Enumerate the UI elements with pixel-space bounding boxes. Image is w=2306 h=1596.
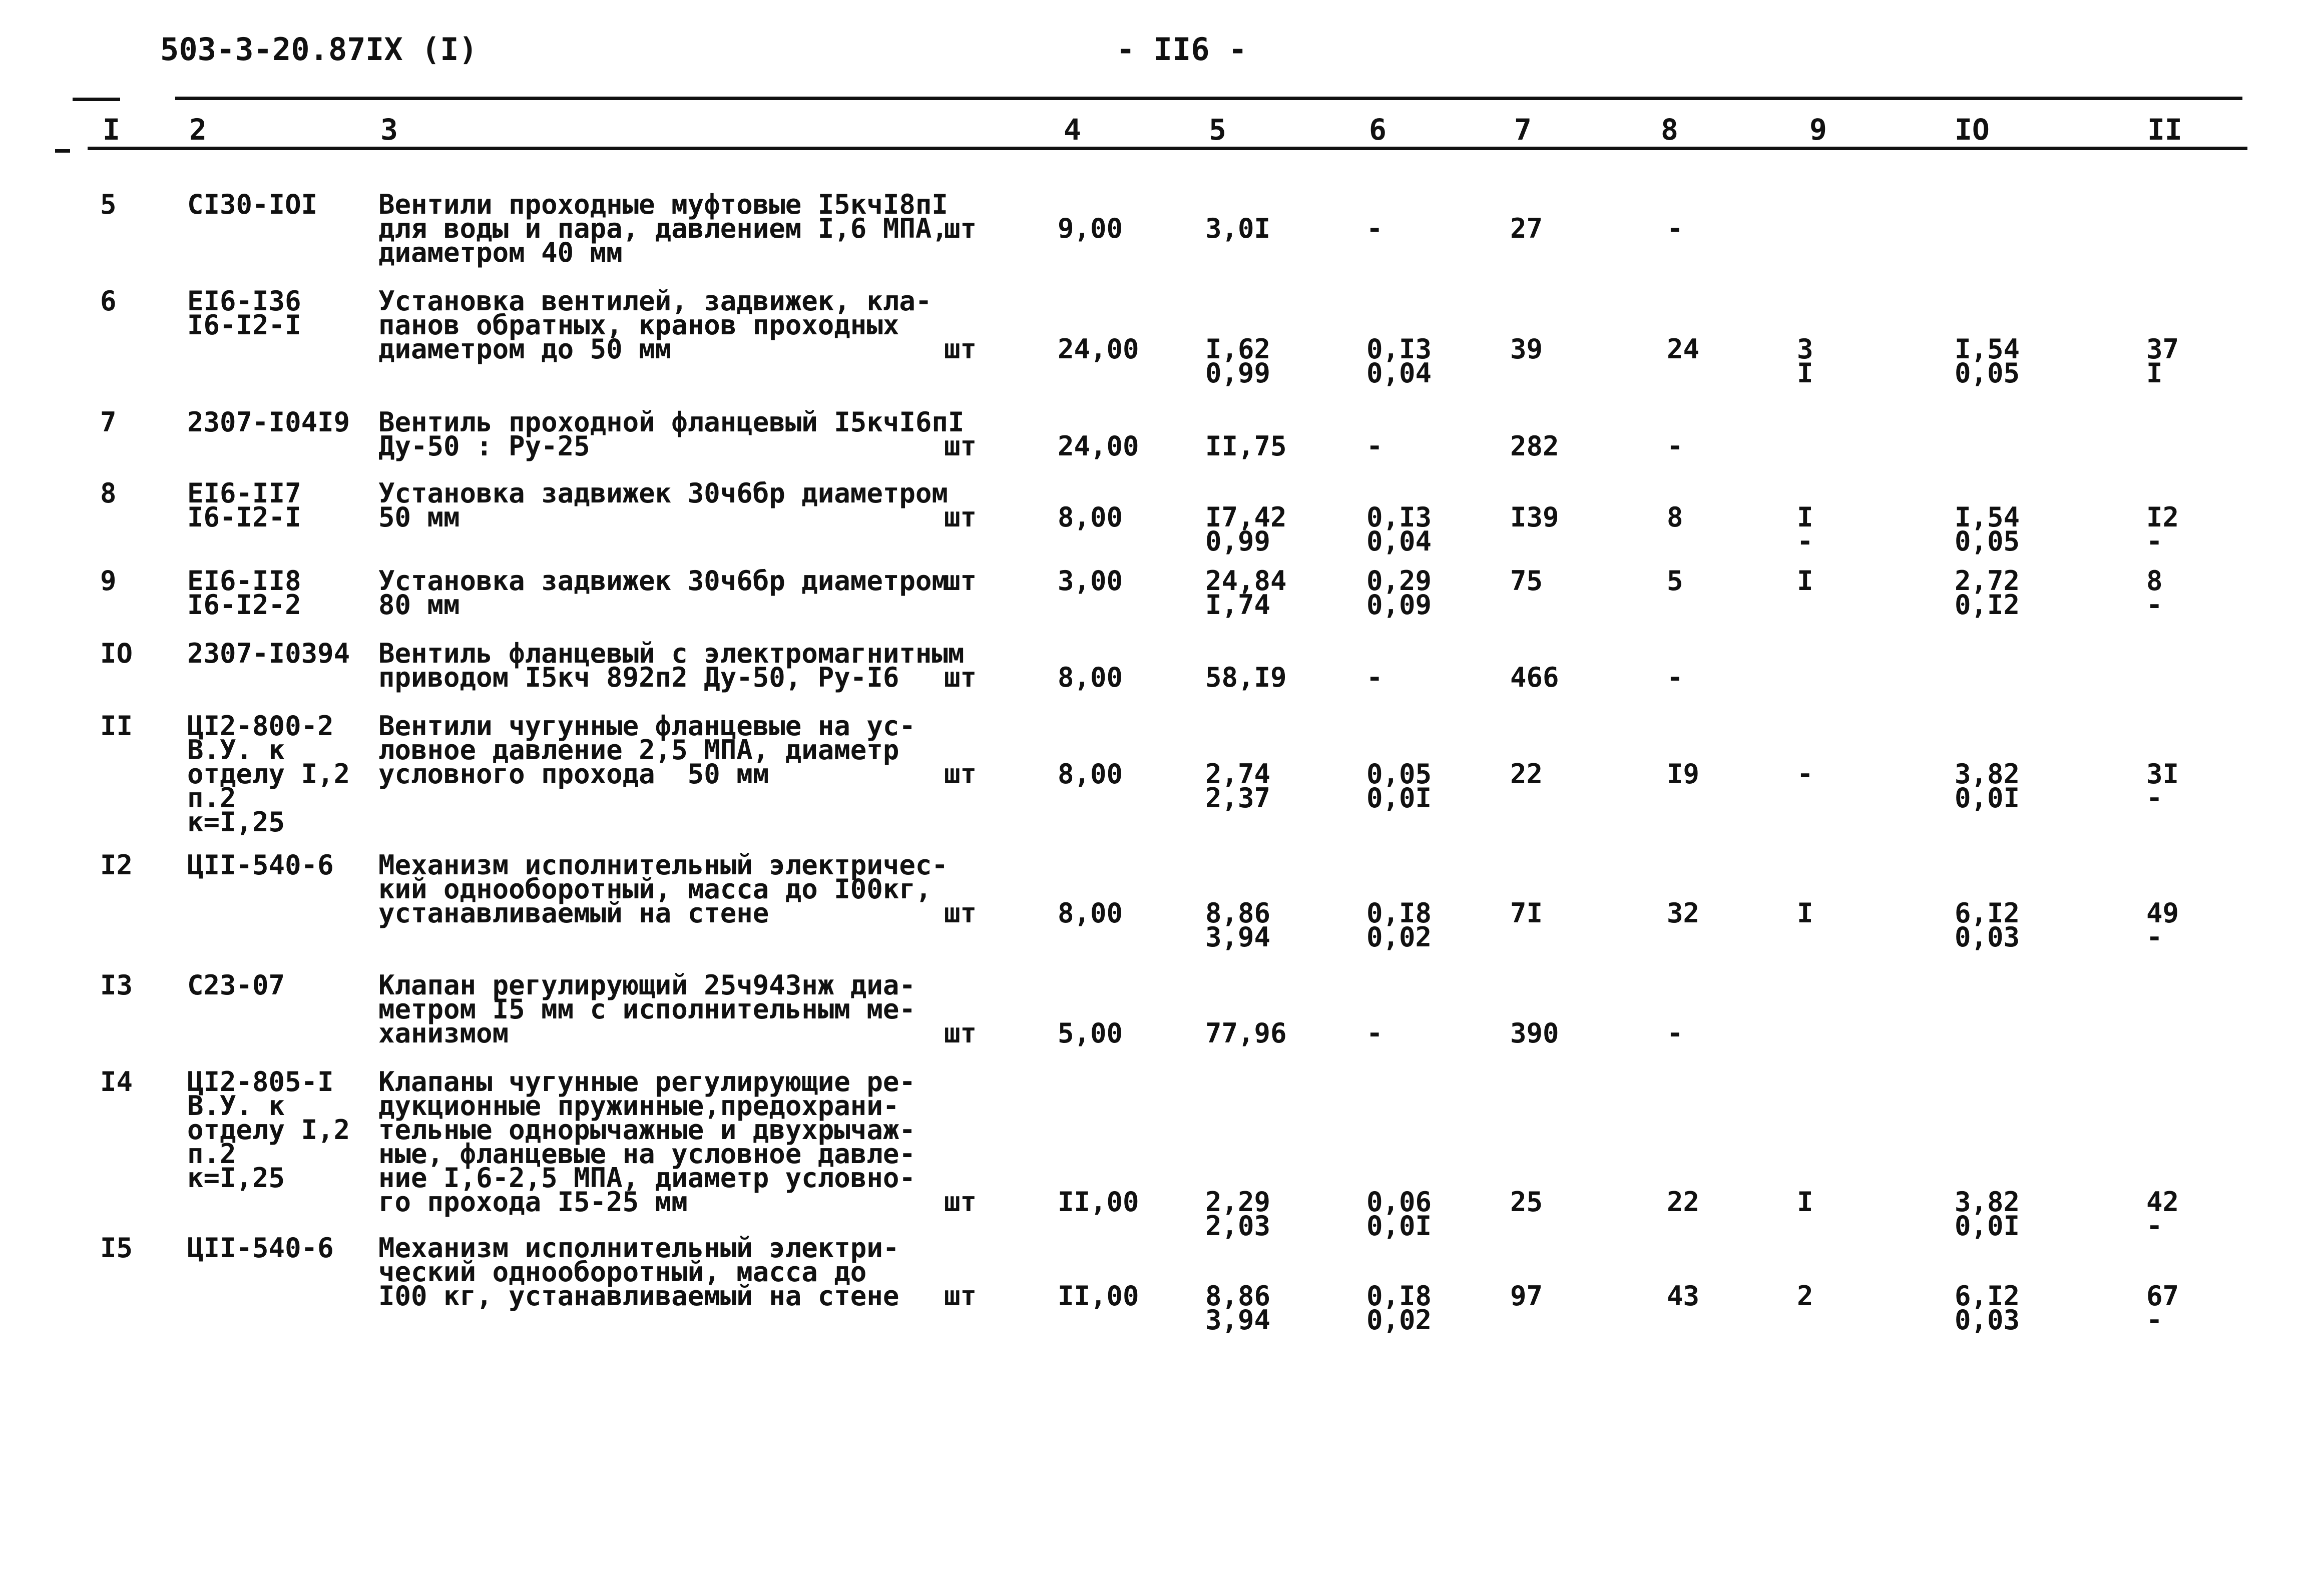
labor-total-line: - bbox=[2146, 1210, 2163, 1242]
labor-total bbox=[2146, 758, 2179, 814]
unit-cost bbox=[1205, 430, 1287, 462]
rate-code bbox=[187, 406, 350, 438]
labor-total-line: 8 bbox=[2146, 565, 2163, 597]
unit-wage-line: 0,04 bbox=[1366, 525, 1432, 557]
work-description-line: Механизм исполнительный электричес- bbox=[378, 849, 948, 881]
unit-wage bbox=[1366, 758, 1432, 814]
unit-of-measure: шт bbox=[944, 501, 977, 533]
work-description bbox=[378, 406, 965, 462]
rate-code bbox=[187, 710, 350, 838]
unit-cost bbox=[1205, 501, 1287, 557]
work-description bbox=[378, 638, 965, 693]
column-number: 8 bbox=[1661, 113, 1678, 147]
unit-cost-line: I7,42 bbox=[1205, 501, 1287, 533]
unit-cost bbox=[1205, 565, 1287, 621]
unit-cost-line: 3,94 bbox=[1205, 1304, 1271, 1336]
work-description bbox=[378, 565, 948, 621]
labor-total-line: - bbox=[2146, 782, 2163, 814]
unit-wage-line: 0,06 bbox=[1366, 1186, 1432, 1218]
labor-total bbox=[2146, 501, 2179, 557]
labor-per-unit-line: 0,03 bbox=[1955, 921, 2020, 953]
machine-cost bbox=[1797, 1186, 1813, 1218]
work-description-line: ловное давление 2,5 МПА, диаметр bbox=[378, 734, 899, 766]
work-description-line: метром I5 мм с исполнительным ме- bbox=[378, 993, 915, 1025]
labor-total bbox=[2146, 897, 2179, 953]
row-number: 5 bbox=[100, 189, 117, 220]
machine-cost-line: I bbox=[1797, 357, 1813, 389]
labor-per-unit bbox=[1955, 501, 2020, 557]
rate-code bbox=[187, 1066, 350, 1194]
work-description-line: тельные однорычажные и двухрычаж- bbox=[378, 1114, 915, 1146]
rate-code-line: В.У. к bbox=[187, 734, 285, 766]
rate-code-line: 2307-I04I9 bbox=[187, 406, 350, 438]
work-description-line: I00 кг, устанавливаемый на стене bbox=[378, 1280, 899, 1312]
row-number: I2 bbox=[100, 849, 133, 881]
unit-wage bbox=[1366, 501, 1432, 557]
page-number: - II6 - bbox=[1116, 31, 1247, 68]
labor-per-unit-line: I,54 bbox=[1955, 501, 2020, 533]
work-description-line: ческий однооборотный, масса до bbox=[378, 1256, 867, 1288]
labor-per-unit bbox=[1955, 897, 2020, 953]
work-description-line: кий однооборотный, масса до I00кг, bbox=[378, 873, 932, 905]
unit-cost-line: 58,I9 bbox=[1205, 662, 1287, 693]
unit-wage-line: 0,04 bbox=[1366, 357, 1432, 389]
unit-wage bbox=[1366, 333, 1432, 389]
row-number: 9 bbox=[100, 565, 117, 597]
work-description-line: диаметром до 50 мм bbox=[378, 333, 672, 365]
rate-code-line: C23-07 bbox=[187, 969, 285, 1001]
unit-cost-line: I,74 bbox=[1205, 589, 1271, 621]
unit-of-measure: шт bbox=[944, 213, 977, 244]
labor-per-unit-line: 0,05 bbox=[1955, 357, 2020, 389]
total-wage: 43 bbox=[1667, 1280, 1700, 1312]
labor-total-line: 37 bbox=[2146, 333, 2179, 365]
rate-code-line: I6-I2-2 bbox=[187, 589, 301, 621]
work-description-line: Ду-50 : Ру-25 bbox=[378, 430, 590, 462]
machine-cost-line: 2 bbox=[1797, 1280, 1813, 1312]
row-number: IO bbox=[100, 638, 133, 669]
unit-wage-line: 0,05 bbox=[1366, 758, 1432, 790]
rate-code-line: ЦI2-800-2 bbox=[187, 710, 334, 742]
unit-cost-line: I,62 bbox=[1205, 333, 1271, 365]
unit-of-measure: шт bbox=[944, 1280, 977, 1312]
quantity: 9,00 bbox=[1058, 213, 1123, 244]
total-cost: 466 bbox=[1510, 662, 1559, 693]
labor-per-unit-line: 0,0I bbox=[1955, 1210, 2020, 1242]
quantity: II,00 bbox=[1058, 1280, 1139, 1312]
unit-wage-line: 0,I3 bbox=[1366, 333, 1432, 365]
work-description bbox=[378, 969, 915, 1049]
row-number: 8 bbox=[100, 477, 117, 509]
total-cost: 25 bbox=[1510, 1186, 1543, 1218]
unit-of-measure: шт bbox=[944, 1186, 977, 1218]
quantity: II,00 bbox=[1058, 1186, 1139, 1218]
unit-wage-line: - bbox=[1366, 662, 1383, 693]
unit-cost bbox=[1205, 333, 1271, 389]
unit-wage-line: 0,02 bbox=[1366, 1304, 1432, 1336]
total-cost: 282 bbox=[1510, 430, 1559, 462]
rate-code-line: CI30-IOI bbox=[187, 189, 318, 220]
work-description-line: приводом I5кч 892п2 Ду-50, Ру-I6 bbox=[378, 662, 899, 693]
labor-total-line: - bbox=[2146, 525, 2163, 557]
unit-cost-line: 2,03 bbox=[1205, 1210, 1271, 1242]
unit-cost-line: 2,74 bbox=[1205, 758, 1271, 790]
unit-cost-line: 2,29 bbox=[1205, 1186, 1271, 1218]
unit-cost-line: 24,84 bbox=[1205, 565, 1287, 597]
labor-total-line: - bbox=[2146, 589, 2163, 621]
total-cost: 390 bbox=[1510, 1017, 1559, 1049]
unit-cost bbox=[1205, 1017, 1287, 1049]
labor-total-line: 3I bbox=[2146, 758, 2179, 790]
rate-code-line: к=I,25 bbox=[187, 806, 285, 838]
unit-cost-line: II,75 bbox=[1205, 430, 1287, 462]
labor-per-unit-line: I,54 bbox=[1955, 333, 2020, 365]
work-description-line: для воды и пара, давлением I,6 МПА, bbox=[378, 213, 948, 244]
unit-of-measure: шт bbox=[944, 758, 977, 790]
machine-cost bbox=[1797, 897, 1813, 929]
work-description-line: Механизм исполнительный электри- bbox=[378, 1232, 899, 1264]
machine-cost-line: - bbox=[1797, 758, 1813, 790]
unit-wage-line: 0,I8 bbox=[1366, 1280, 1432, 1312]
row-number: 6 bbox=[100, 285, 117, 317]
labor-per-unit bbox=[1955, 565, 2020, 621]
column-number: II bbox=[2147, 113, 2182, 147]
unit-wage bbox=[1366, 1017, 1383, 1049]
work-description bbox=[378, 1232, 899, 1312]
column-number: 4 bbox=[1064, 113, 1081, 147]
labor-per-unit-line: 6,I2 bbox=[1955, 897, 2020, 929]
work-description-line: Установка вентилей, задвижек, кла- bbox=[378, 285, 932, 317]
total-wage: I9 bbox=[1667, 758, 1700, 790]
rate-code-line: отделу I,2 bbox=[187, 758, 350, 790]
unit-wage bbox=[1366, 1280, 1432, 1336]
work-description bbox=[378, 849, 948, 929]
unit-cost-line: 0,99 bbox=[1205, 525, 1271, 557]
unit-wage bbox=[1366, 897, 1432, 953]
labor-per-unit bbox=[1955, 1280, 2020, 1336]
total-cost: I39 bbox=[1510, 501, 1559, 533]
labor-per-unit-line: 3,82 bbox=[1955, 1186, 2020, 1218]
machine-cost bbox=[1797, 1280, 1813, 1312]
total-wage: 32 bbox=[1667, 897, 1700, 929]
rate-code-line: I6-I2-I bbox=[187, 501, 301, 533]
labor-total bbox=[2146, 1280, 2179, 1336]
labor-per-unit bbox=[1955, 1186, 2020, 1242]
unit-cost-line: 3,94 bbox=[1205, 921, 1271, 953]
unit-cost bbox=[1205, 897, 1271, 953]
labor-total-line: I bbox=[2146, 357, 2163, 389]
unit-of-measure: шт bbox=[944, 662, 977, 693]
rate-code-line: ЦII-540-6 bbox=[187, 1232, 334, 1264]
rate-code-line: п.2 bbox=[187, 1138, 236, 1170]
unit-of-measure: шт bbox=[944, 897, 977, 929]
column-number: I bbox=[103, 113, 120, 147]
unit-of-measure: шт bbox=[944, 565, 977, 597]
work-description-line: диаметром 40 мм bbox=[378, 237, 623, 268]
machine-cost bbox=[1797, 758, 1813, 790]
column-number: 9 bbox=[1809, 113, 1827, 147]
total-wage: - bbox=[1667, 213, 1683, 244]
unit-wage bbox=[1366, 1186, 1432, 1242]
document-code: 503-3-20.87 bbox=[160, 31, 366, 68]
unit-cost bbox=[1205, 213, 1271, 244]
work-description bbox=[378, 477, 948, 533]
work-description-line: Вентили проходные муфтовые I5кчI8пI bbox=[378, 189, 948, 220]
total-cost: 39 bbox=[1510, 333, 1543, 365]
unit-wage-line: - bbox=[1366, 1017, 1383, 1049]
unit-wage-line: 0,0I bbox=[1366, 782, 1432, 814]
total-wage: - bbox=[1667, 662, 1683, 693]
total-wage: 8 bbox=[1667, 501, 1683, 533]
work-description bbox=[378, 710, 915, 790]
machine-cost bbox=[1797, 333, 1813, 389]
rate-code-line: отделу I,2 bbox=[187, 1114, 350, 1146]
column-number: 5 bbox=[1209, 113, 1226, 147]
work-description-line: 50 мм bbox=[378, 501, 460, 533]
unit-cost-line: 8,86 bbox=[1205, 897, 1271, 929]
unit-cost-line: 2,37 bbox=[1205, 782, 1271, 814]
rate-code bbox=[187, 565, 301, 621]
rate-code-line: ЦI2-805-I bbox=[187, 1066, 334, 1098]
labor-total-line: 67 bbox=[2146, 1280, 2179, 1312]
total-cost: 97 bbox=[1510, 1280, 1543, 1312]
unit-cost bbox=[1205, 758, 1271, 814]
labor-total-line: - bbox=[2146, 1304, 2163, 1336]
work-description-line: 80 мм bbox=[378, 589, 460, 621]
work-description-line: условного прохода 50 мм bbox=[378, 758, 769, 790]
total-wage: 5 bbox=[1667, 565, 1683, 597]
labor-per-unit bbox=[1955, 333, 2020, 389]
work-description-line: ние I,6-2,5 МПА, диаметр условно- bbox=[378, 1162, 915, 1194]
work-description-line: Вентиль проходной фланцевый I5кчI6пI bbox=[378, 406, 965, 438]
unit-wage-line: 0,0I bbox=[1366, 1210, 1432, 1242]
unit-of-measure: шт bbox=[944, 430, 977, 462]
column-number: 7 bbox=[1514, 113, 1532, 147]
machine-cost-line: I bbox=[1797, 565, 1813, 597]
rate-code bbox=[187, 477, 301, 533]
unit-of-measure: шт bbox=[944, 333, 977, 365]
machine-cost-line: I bbox=[1797, 1186, 1813, 1218]
work-description bbox=[378, 189, 948, 268]
machine-cost-line: 3 bbox=[1797, 333, 1813, 365]
total-cost: 75 bbox=[1510, 565, 1543, 597]
rate-code bbox=[187, 969, 285, 1001]
unit-wage bbox=[1366, 662, 1383, 693]
total-cost: 22 bbox=[1510, 758, 1543, 790]
machine-cost bbox=[1797, 565, 1813, 597]
labor-per-unit-line: 6,I2 bbox=[1955, 1280, 2020, 1312]
total-wage: 22 bbox=[1667, 1186, 1700, 1218]
labor-per-unit-line: 0,03 bbox=[1955, 1304, 2020, 1336]
rate-code-line: ЦII-540-6 bbox=[187, 849, 334, 881]
work-description-line: устанавливаемый на стене bbox=[378, 897, 769, 929]
header-rule-top bbox=[175, 97, 2242, 100]
machine-cost-line: I bbox=[1797, 897, 1813, 929]
labor-total bbox=[2146, 1186, 2179, 1242]
header-rule-bottom bbox=[88, 147, 2247, 150]
quantity: 8,00 bbox=[1058, 897, 1123, 929]
quantity: 8,00 bbox=[1058, 758, 1123, 790]
header-rule-tick bbox=[55, 149, 70, 153]
column-number: 6 bbox=[1369, 113, 1387, 147]
rate-code bbox=[187, 849, 334, 881]
work-description-line: Вентили чугунные фланцевые на ус- bbox=[378, 710, 915, 742]
row-number: II bbox=[100, 710, 133, 742]
unit-cost-line: 77,96 bbox=[1205, 1017, 1287, 1049]
unit-wage bbox=[1366, 565, 1432, 621]
rate-code-line: 2307-I0394 bbox=[187, 638, 350, 669]
work-description-line: ные, фланцевые на условное давле- bbox=[378, 1138, 915, 1170]
page-header bbox=[0, 31, 2306, 76]
labor-total-line: 42 bbox=[2146, 1186, 2179, 1218]
work-description-line: дукционные пружинные,предохрани- bbox=[378, 1090, 899, 1122]
row-number: I3 bbox=[100, 969, 133, 1001]
quantity: 3,00 bbox=[1058, 565, 1123, 597]
work-description-line: Вентиль фланцевый с электромагнитным bbox=[378, 638, 965, 669]
labor-total-line: I2 bbox=[2146, 501, 2179, 533]
labor-per-unit-line: 3,82 bbox=[1955, 758, 2020, 790]
unit-wage-line: 0,I8 bbox=[1366, 897, 1432, 929]
rate-code-line: В.У. к bbox=[187, 1090, 285, 1122]
labor-per-unit-line: 2,72 bbox=[1955, 565, 2020, 597]
total-wage: 24 bbox=[1667, 333, 1700, 365]
row-number: I5 bbox=[100, 1232, 133, 1264]
labor-per-unit bbox=[1955, 758, 2020, 814]
unit-cost bbox=[1205, 1280, 1271, 1336]
rate-code bbox=[187, 638, 350, 669]
quantity: 8,00 bbox=[1058, 662, 1123, 693]
unit-cost-line: 0,99 bbox=[1205, 357, 1271, 389]
unit-wage bbox=[1366, 430, 1383, 462]
work-description bbox=[378, 1066, 915, 1218]
column-number: 3 bbox=[380, 113, 398, 147]
total-wage: - bbox=[1667, 430, 1683, 462]
unit-cost-line: 8,86 bbox=[1205, 1280, 1271, 1312]
work-description bbox=[378, 285, 932, 365]
rate-code-line: I6-I2-I bbox=[187, 309, 301, 341]
rate-code bbox=[187, 285, 301, 341]
labor-per-unit-line: 0,05 bbox=[1955, 525, 2020, 557]
column-number: IO bbox=[1955, 113, 1990, 147]
total-cost: 27 bbox=[1510, 213, 1543, 244]
unit-cost-line: 3,0I bbox=[1205, 213, 1271, 244]
unit-cost bbox=[1205, 662, 1287, 693]
unit-wage-line: 0,02 bbox=[1366, 921, 1432, 953]
total-cost: 7I bbox=[1510, 897, 1543, 929]
section-label: IX (I) bbox=[365, 31, 478, 68]
rate-code-line: EI6-II8 bbox=[187, 565, 301, 597]
labor-per-unit-line: 0,0I bbox=[1955, 782, 2020, 814]
header-rule-short bbox=[73, 98, 120, 101]
machine-cost-line: I bbox=[1797, 501, 1813, 533]
machine-cost-line: - bbox=[1797, 525, 1813, 557]
work-description-line: Клапаны чугунные регулирующие ре- bbox=[378, 1066, 915, 1098]
work-description-line: ханизмом bbox=[378, 1017, 509, 1049]
machine-cost bbox=[1797, 501, 1813, 557]
labor-total-line: 49 bbox=[2146, 897, 2179, 929]
work-description-line: го прохода I5-25 мм bbox=[378, 1186, 688, 1218]
labor-total bbox=[2146, 565, 2163, 621]
unit-wage-line: 0,09 bbox=[1366, 589, 1432, 621]
total-wage: - bbox=[1667, 1017, 1683, 1049]
rate-code-line: EI6-II7 bbox=[187, 477, 301, 509]
unit-wage-line: - bbox=[1366, 213, 1383, 244]
work-description-line: панов обратных, кранов проходных bbox=[378, 309, 899, 341]
row-number: I4 bbox=[100, 1066, 133, 1098]
unit-wage-line: 0,29 bbox=[1366, 565, 1432, 597]
quantity: 5,00 bbox=[1058, 1017, 1123, 1049]
work-description-line: Установка задвижек 30ч6бр диаметром bbox=[378, 477, 948, 509]
unit-wage-line: - bbox=[1366, 430, 1383, 462]
rate-code-line: п.2 bbox=[187, 782, 236, 814]
rate-code-line: к=I,25 bbox=[187, 1162, 285, 1194]
quantity: 24,00 bbox=[1058, 430, 1139, 462]
unit-wage-line: 0,I3 bbox=[1366, 501, 1432, 533]
unit-cost bbox=[1205, 1186, 1271, 1242]
unit-of-measure: шт bbox=[944, 1017, 977, 1049]
labor-per-unit-line: 0,I2 bbox=[1955, 589, 2020, 621]
rate-code bbox=[187, 1232, 334, 1264]
work-description-line: Установка задвижек 30ч6бр диаметром bbox=[378, 565, 948, 597]
rate-code bbox=[187, 189, 318, 220]
quantity: 8,00 bbox=[1058, 501, 1123, 533]
labor-total-line: - bbox=[2146, 921, 2163, 953]
work-description-line: Клапан регулирующий 25ч943нж диа- bbox=[378, 969, 915, 1001]
quantity: 24,00 bbox=[1058, 333, 1139, 365]
unit-wage bbox=[1366, 213, 1383, 244]
labor-total bbox=[2146, 333, 2179, 389]
row-number: 7 bbox=[100, 406, 117, 438]
rate-code-line: EI6-I36 bbox=[187, 285, 301, 317]
column-number: 2 bbox=[189, 113, 207, 147]
